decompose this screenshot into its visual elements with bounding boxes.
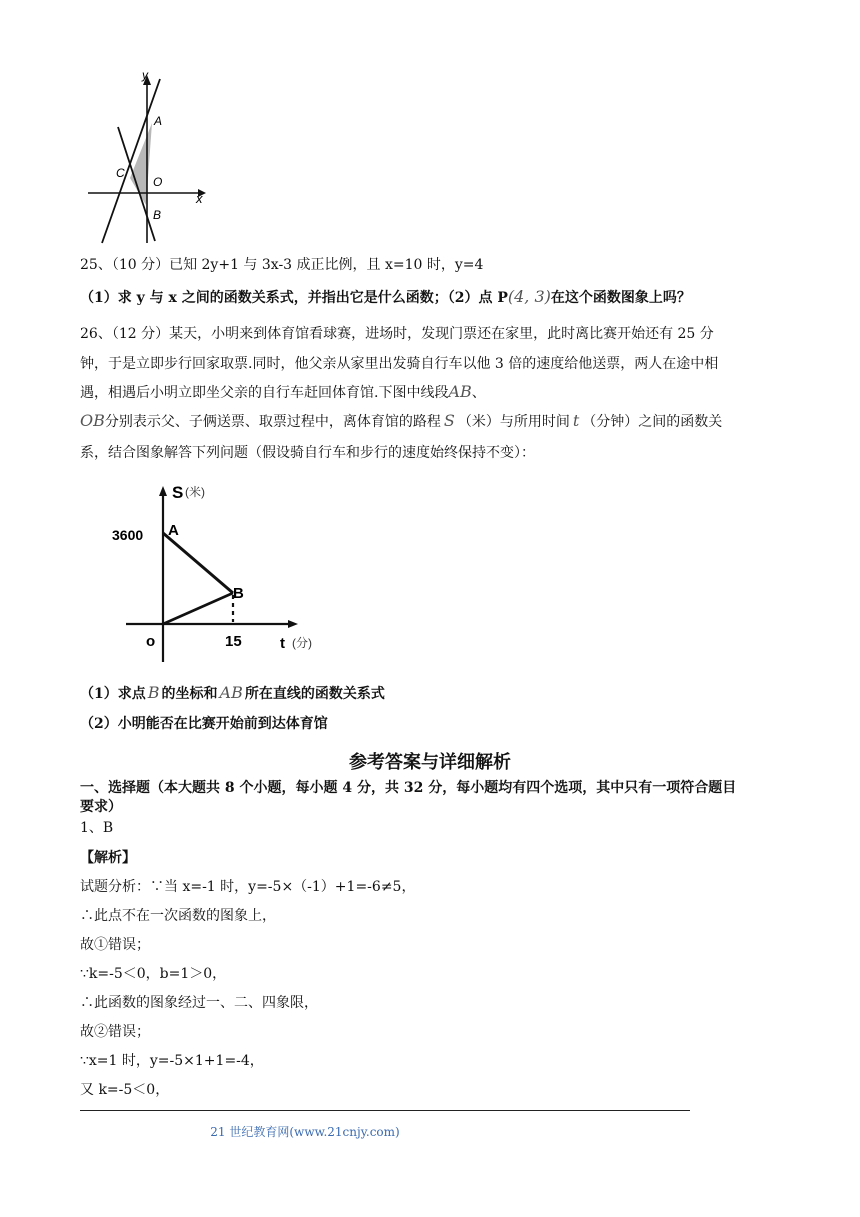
label-b: B (153, 208, 162, 222)
q26-sub2: （2）小明能否在比赛开始前到达体育馆 (80, 716, 328, 732)
s-axis-label: S (172, 483, 184, 502)
y-tick-3600: 3600 (112, 527, 144, 543)
answers-heading: 参考答案与详细解析 (349, 752, 511, 773)
s-axis-unit: (米) (185, 485, 205, 499)
q25-line2-part1: （1）求 y 与 x 之间的函数关系式，并指出它是什么函数；（2）点 P (80, 290, 508, 306)
label-c: C (116, 166, 125, 180)
segment-ab-line (163, 533, 233, 593)
analysis-line: 试题分析：∵当 x=-1 时，y=-5×（-1）+1=-6≠5， (80, 879, 416, 895)
figure-intersecting-lines (80, 65, 220, 245)
variable-s: S (443, 411, 455, 430)
q25-line1: 25、（10 分）已知 2y+1 与 3x-3 成正比例，且 x=10 时，y=4 (80, 257, 484, 273)
q26-sub1-part3: 所在直线的函数关系式 (244, 686, 385, 702)
q26-line3-part1: 遇，相遇后小明立即坐父亲的自行车赶回体育馆.下图中线段 (80, 385, 449, 401)
answer-1: 1、B (80, 820, 114, 836)
footer-text[interactable]: 21 世纪教育网(www.21cnjy.com) (210, 1125, 400, 1139)
point-b-math: B (147, 683, 160, 702)
point-b-label: B (233, 585, 244, 602)
analysis-line: ∴此函数的图象经过一、二、四象限， (80, 995, 318, 1011)
q26-line3-part2: 、 (471, 385, 486, 401)
segment-ob: OB (80, 411, 105, 430)
t-axis-label: t (280, 635, 285, 652)
figure-distance-time (110, 478, 340, 668)
footer-rule (80, 1110, 690, 1111)
analysis-line: ∴此点不在一次函数的图象上， (80, 908, 276, 924)
analysis-line: ∵x=1 时，y=-5×1+1=-4， (80, 1053, 264, 1069)
analysis-line: 故②错误； (80, 1024, 150, 1040)
q26-sub1-part2: 的坐标和 (161, 686, 218, 702)
segment-ab: AB (448, 382, 472, 401)
point-p-coords: (4, 3) (507, 287, 551, 306)
label-x: x (196, 191, 203, 206)
x-tick-15: 15 (225, 633, 242, 650)
line-ac (102, 79, 163, 243)
variable-t: t (572, 411, 580, 430)
t-axis-unit: (分) (292, 636, 312, 650)
analysis-line: 又 k=-5＜0， (80, 1082, 170, 1098)
section1-line2: 要求） (80, 799, 122, 815)
analysis-line: ∵k=-5＜0，b=1＞0， (80, 966, 227, 982)
t-axis-arrow (288, 620, 298, 628)
s-axis-arrow (159, 486, 167, 496)
q26-line5: 系，结合图象解答下列问题（假设骑自行车和步行的速度始终保持不变）： (80, 445, 535, 461)
q26-line4-part1: 分别表示父、子俩送票、取票过程中，离体育馆的路程 (104, 414, 441, 430)
label-a: A (154, 114, 163, 128)
q26-sub1 (80, 683, 385, 703)
point-a-label: A (168, 522, 179, 539)
q26-sub1-part1: （1）求点 (80, 686, 146, 702)
q26-line4-part2: （米）与所用时间 (457, 414, 570, 430)
footer (0, 1123, 860, 1140)
label-o: O (153, 175, 163, 189)
label-y: y (142, 68, 148, 82)
q25-line2 (80, 287, 691, 307)
line-ab-math: AB (219, 683, 243, 702)
q26-line3 (80, 382, 486, 402)
q26-line4-part3: （分钟）之间的函数关 (582, 414, 723, 430)
section1-line1: 一、选择题（本大题共 8 个小题，每小题 4 分，共 32 分，每小题均有四个选项，其中只有一项符合题目 (80, 780, 737, 796)
origin-label: o (146, 633, 156, 650)
segment-ob-line (163, 593, 233, 624)
q26-line1: 26、（12 分）某天，小明来到体育馆看球赛，进场时，发现门票还在家里，此时离比赛开始还有 25 分 (80, 326, 714, 342)
q26-line2: 钟，于是立即步行回家取票.同时，他父亲从家里出发骑自行车以他 3 倍的速度给他送票，两人在途中相 (80, 356, 719, 372)
analysis-label: 【解析】 (80, 850, 136, 866)
analysis-line: 故①错误； (80, 937, 150, 953)
q25-line2-part2: 在这个函数图象上吗？ (550, 290, 691, 306)
q26-line4 (80, 411, 722, 431)
